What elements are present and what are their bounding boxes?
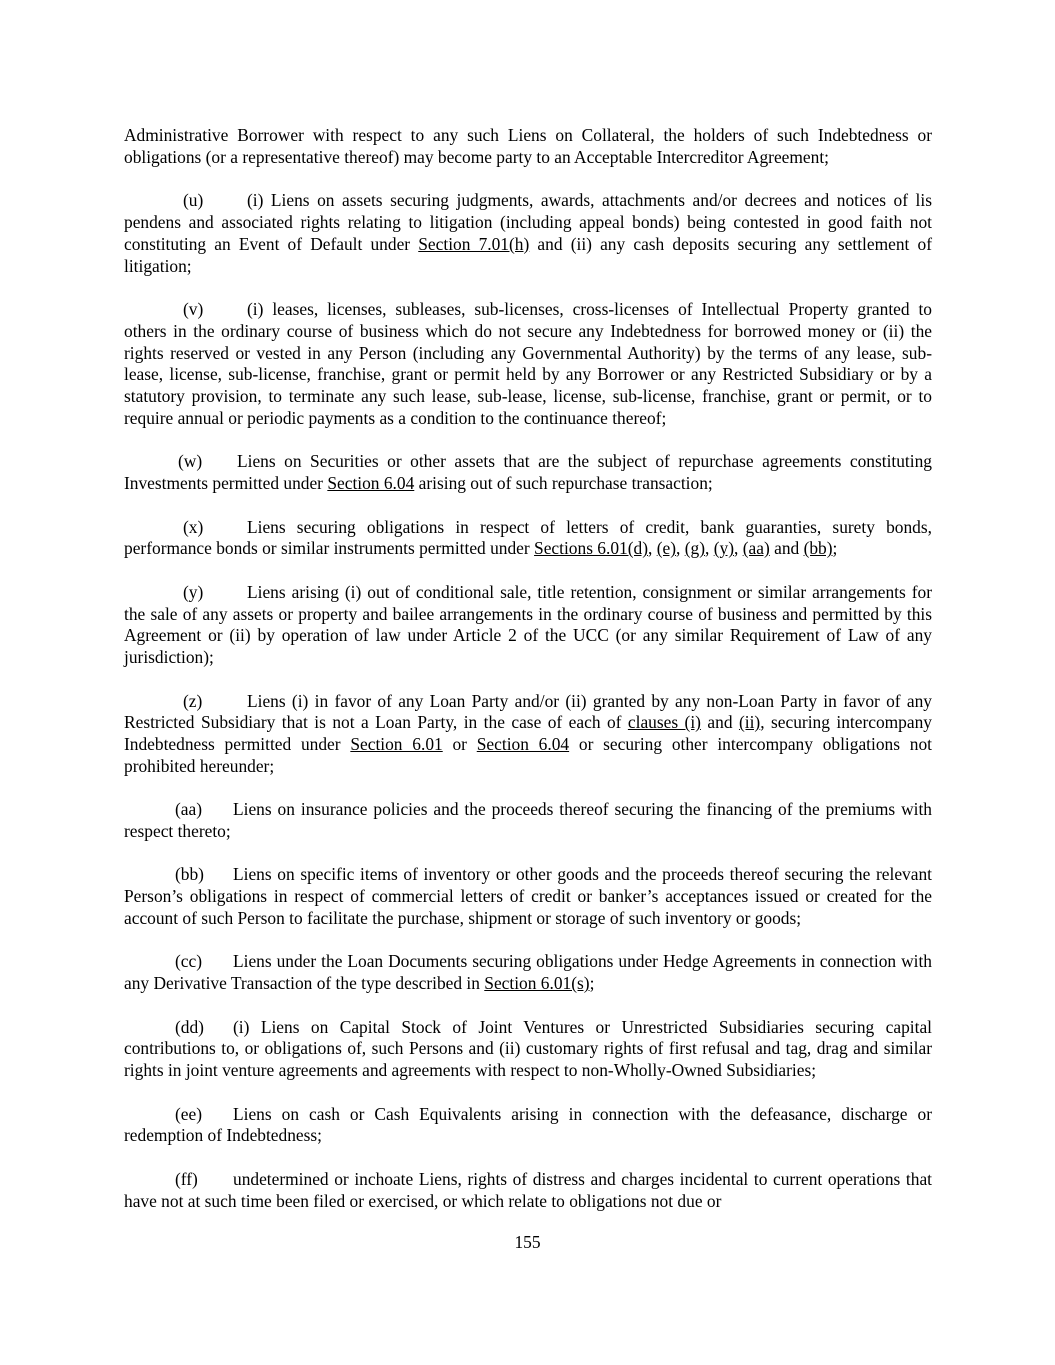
clause-bb — [124, 864, 932, 929]
clause-text: ; — [589, 973, 595, 994]
section-reference: (aa) — [742, 538, 770, 559]
continuation-paragraph — [124, 125, 932, 169]
clause-label: (v) — [183, 298, 204, 319]
clause-text: Liens on Securities or other assets that are the subject of repurchase agreements constituting Investments permitted under — [124, 451, 932, 494]
clause-text: Liens arising (i) out of conditional sale, title retention, consignment or similar arrangements for the sale of any assets or property and bailee arrangements in the ordinary course of business and permitted by this Agreement or (ii) by operation of law under Article 2 of the UCC (or any similar Requirement of Law of any jurisdiction); — [124, 581, 932, 668]
page-number: 155 — [514, 1232, 541, 1252]
clause-text: Liens on insurance policies and the proceeds thereof securing the financing of the premiums with respect thereto; — [124, 799, 932, 842]
clause-text: or securing other intercompany obligations not prohibited hereunder; — [124, 734, 932, 776]
clause-text: Liens on cash or Cash Equivalents arising in connection with the defeasance, discharge or redemption of Indebtedness; — [124, 1103, 932, 1146]
section-reference: Section 7.01(h) — [418, 233, 530, 254]
clause-label: (ff) — [175, 1168, 198, 1189]
separator-text: and — [700, 712, 739, 733]
clause-text: undetermined or inchoate Liens, rights of distress and charges incidental to current operations that have not at such time been filed or exercised, or which relate to obligations not due or — [124, 1168, 932, 1211]
clause-text: ; — [832, 538, 838, 559]
clause-label: (dd) — [175, 1016, 204, 1037]
clause-reference: (ii) — [738, 712, 761, 733]
separator-text: , — [676, 538, 685, 559]
clause-text: and (ii) any cash deposits securing any settlement of litigation; — [124, 233, 932, 276]
separator-text: or — [442, 734, 477, 755]
clause-label: (y) — [183, 581, 204, 602]
clause-text: Liens (i) in favor of any Loan Party and/or (ii) granted by any non-Loan Party in favor of any Restricted Subsidiary that is not a Loan Party, in the case of each of — [124, 690, 932, 733]
clause-label: (cc) — [175, 951, 203, 972]
clause-text: (i) Liens on Capital Stock of Joint Ventures or Unrestricted Subsidiaries securing capital contributions to, or obligations of, such Persons and (ii) customary rights of first refusal and tag, drag and similar rights in joint venture agreements and agreements with respect to non-Wholly-Owned Subsidiaries; — [124, 1016, 932, 1081]
clause-u — [124, 190, 932, 277]
clause-ff — [124, 1169, 932, 1213]
clause-text: Liens on specific items of inventory or other goods and the proceeds thereof securing the relevant Person’s obligations in respect of commercial letters of credit or banker’s acceptances issued or created for the account of such Person to facilitate the purchase, shipment or storage of such inventory or goods; — [124, 864, 932, 929]
clause-z — [124, 691, 932, 778]
separator-text: , — [648, 538, 657, 559]
clause-reference: clauses (i) — [627, 712, 701, 733]
clause-label: (bb) — [175, 864, 204, 885]
separator-text: and — [769, 538, 804, 559]
clause-label: (aa) — [175, 799, 203, 820]
clause-label: (ee) — [175, 1103, 203, 1124]
separator-text: , securing intercompany Indebtedness permitted under — [124, 712, 932, 755]
clause-y — [124, 582, 932, 669]
section-reference: Section 6.01(s) — [484, 973, 590, 994]
separator-text: , — [705, 538, 714, 559]
section-reference: (g) — [684, 538, 706, 559]
clause-label: (x) — [183, 516, 204, 537]
clause-label: (w) — [178, 451, 203, 472]
clause-label: (u) — [183, 190, 204, 211]
clause-w — [124, 451, 932, 495]
separator-text: , — [734, 538, 743, 559]
section-reference: (bb) — [803, 538, 833, 559]
clause-v — [124, 299, 932, 430]
clause-text: (i) leases, licenses, subleases, sub-licenses, cross-licenses of Intellectual Property granted to others in the ordinary course of business which do not secure any Indebtedness for borrowed money or (ii) the rights reserved or vested in any Person (including any Governmental Authority) by the terms of any lease, sub-lease, license, sub-license, franchise, grant or permit held by any Borrower or any Restricted Subsidiary or by a statutory provision, to terminate any such lease, sub-lease, license, sub-license, franchise, grant or permit, or to require annual or periodic payments as a condition to the continuance thereof; — [124, 298, 932, 428]
clause-aa — [124, 799, 932, 843]
clause-ee — [124, 1104, 932, 1148]
clause-text: Liens under the Loan Documents securing obligations under Hedge Agreements in connection with any Derivative Transaction of the type described in — [124, 951, 932, 994]
section-reference: Section 6.04 — [476, 734, 570, 755]
section-reference: Section 6.04 — [327, 473, 415, 494]
clause-text: Liens securing obligations in respect of letters of credit, bank guaranties, surety bonds, performance bonds or similar instruments permitted under — [124, 516, 932, 559]
clause-text: (i) Liens on assets securing judgments, awards, attachments and/or decrees and notices of lis pendens and associated rights relating to litigation (including appeal bonds) being contested in good faith not constituting an Event of Default under — [124, 190, 932, 254]
clause-dd — [124, 1017, 932, 1082]
section-reference: Section 6.01 — [350, 734, 443, 755]
continuation-text: Administrative Borrower with respect to any such Liens on Collateral, the holders of such Indebtedness or obligations (or a representative thereof) may become party to an Acceptable Intercreditor Agreement; — [124, 125, 932, 167]
section-reference: (y) — [713, 538, 735, 559]
clause-text: arising out of such repurchase transaction; — [414, 473, 713, 494]
clause-label: (z) — [183, 690, 203, 711]
section-reference: (e) — [656, 538, 677, 559]
page-body — [124, 125, 932, 1234]
clause-cc — [124, 951, 932, 995]
clause-x — [124, 517, 932, 561]
section-reference: Sections 6.01(d) — [534, 538, 649, 559]
